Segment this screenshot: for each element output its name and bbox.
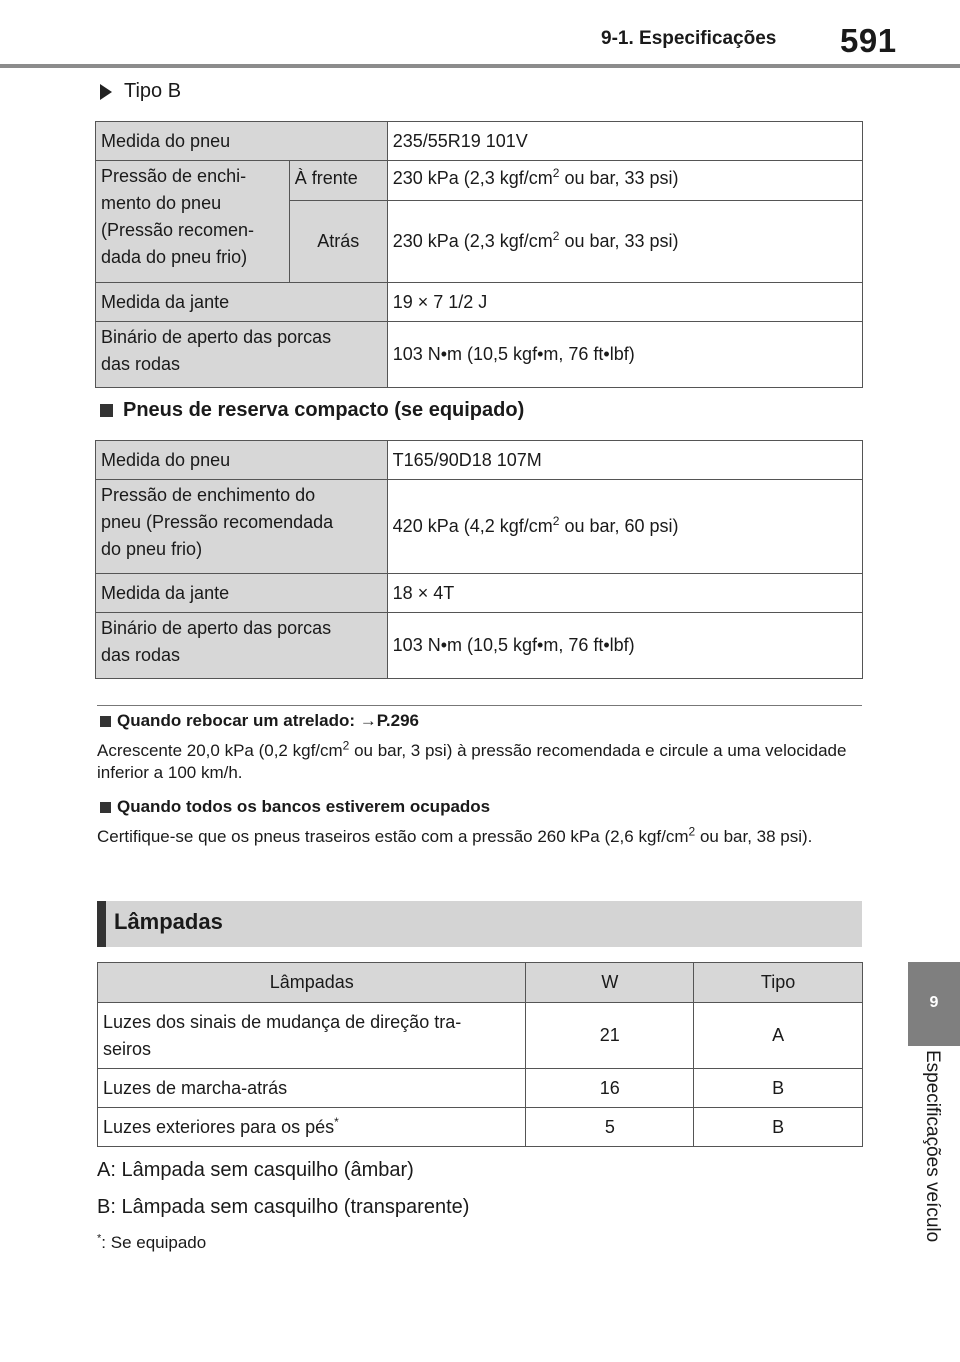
lamp-name (98, 1003, 526, 1069)
table-row (96, 441, 863, 480)
rim-value: 18 × 4T (387, 574, 862, 613)
torque-label (96, 613, 388, 679)
torque-value: 103 N•m (10,5 kgf•m, 76 ft•lbf) (387, 613, 862, 679)
compact-spare-heading-text: Pneus de reserva compacto (se equipado) (123, 399, 525, 421)
rear-value-tail: ou bar, 33 psi) (559, 231, 679, 251)
footnote (97, 1233, 206, 1253)
torque-label-line: Binário de aperto das porcas (101, 618, 332, 638)
table-row (96, 322, 863, 388)
torque-value: 103 N•m (10,5 kgf•m, 76 ft•lbf) (387, 322, 862, 388)
superscript: 2 (342, 738, 350, 753)
footnote-marker: * (334, 1114, 339, 1129)
page-number: 591 (840, 22, 897, 59)
table-row (96, 613, 863, 679)
column-header: Tipo (694, 963, 863, 1003)
note-heading-text: Quando todos os bancos estiverem ocupados (117, 797, 491, 816)
lamp-name-text: Luzes exteriores para os pés (103, 1116, 335, 1137)
lamp-type: B (694, 1069, 863, 1108)
note-heading (100, 711, 419, 731)
rim-value: 19 × 7 1/2 J (387, 283, 862, 322)
compact-spare-heading (100, 399, 524, 422)
tire-size-label: Medida do pneu (96, 441, 388, 480)
tipo-b-heading (100, 80, 181, 103)
pressure-label-line: (Pressão recomen- (101, 220, 255, 240)
lamp-name: Luzes de marcha-atrás (98, 1069, 526, 1108)
note-body (97, 826, 867, 848)
rim-label: Medida da jante (96, 574, 388, 613)
lamp-name-line: seiros (103, 1038, 152, 1059)
table-row (98, 1069, 863, 1108)
pressure-value-text: 420 kPa (4,2 kgf/cm (392, 516, 553, 536)
lamps-section-header (97, 901, 862, 947)
front-label: À frente (289, 161, 387, 201)
note-text-tail: ou bar, 3 psi) à pressão recomendada e circule a uma velocidade inferior a 100 km/h. (97, 741, 847, 782)
lamp-name (98, 1108, 526, 1147)
table-row (96, 122, 863, 161)
tire-size-label: Medida do pneu (96, 122, 388, 161)
superscript: 2 (552, 166, 560, 180)
pressure-label (96, 480, 388, 574)
note-heading (100, 797, 490, 817)
square-bullet-icon (100, 716, 111, 727)
section-accent (97, 901, 106, 947)
square-bullet-icon (100, 404, 113, 417)
torque-label (96, 322, 388, 388)
column-header: Lâmpadas (98, 963, 526, 1003)
rear-label: Atrás (289, 201, 387, 283)
table-row (96, 161, 863, 201)
superscript: 2 (552, 229, 560, 243)
lamp-watt: 5 (526, 1108, 694, 1147)
pressure-label-line: mento do pneu (101, 193, 222, 213)
chapter-number: 9 (929, 994, 939, 1011)
triangle-bullet-icon (100, 84, 112, 100)
front-value-tail: ou bar, 33 psi) (559, 168, 679, 188)
front-value-text: 230 kPa (2,3 kgf/cm (392, 168, 553, 188)
table-row (98, 1108, 863, 1147)
tire-size-value: T165/90D18 107M (387, 441, 862, 480)
pressure-label-line: Pressão de enchi- (101, 166, 247, 186)
table-row (96, 480, 863, 574)
footnote-text: : Se equipado (101, 1233, 207, 1252)
table-row (96, 574, 863, 613)
table-row (96, 283, 863, 322)
lamp-type: B (694, 1108, 863, 1147)
lamp-watt: 21 (526, 1003, 694, 1069)
column-header: W (526, 963, 694, 1003)
header-divider (0, 64, 960, 68)
tire-size-value: 235/55R19 101V (387, 122, 862, 161)
pressure-label-line: Pressão de enchimento do (101, 485, 316, 505)
pressure-label-line: dada do pneu frio) (101, 247, 248, 267)
section-title: 9-1. Especificações (601, 28, 777, 49)
table-header-row (98, 963, 863, 1003)
legend-line: B: Lâmpada sem casquilho (transparente) (97, 1196, 470, 1218)
rear-value (387, 201, 862, 283)
lamps-table (97, 962, 863, 1147)
note-text: Acrescente 20,0 kPa (0,2 kgf/cm (97, 741, 343, 760)
note-body (97, 740, 867, 784)
tipo-b-table (95, 121, 863, 388)
pressure-label-line: pneu (Pressão recomendada (101, 512, 334, 532)
table-row (98, 1003, 863, 1069)
note-text: Certifique-se que os pneus traseiros estão com a pressão 260 kPa (2,6 kgf/cm (97, 827, 689, 846)
front-value (387, 161, 862, 201)
note-heading-text: Quando rebocar um atrelado: →P.296 (117, 711, 419, 730)
superscript: 2 (688, 824, 696, 839)
note-text-tail: ou bar, 38 psi). (695, 827, 813, 846)
pressure-label (96, 161, 290, 283)
rear-value-text: 230 kPa (2,3 kgf/cm (392, 231, 553, 251)
footnote-marker: * (97, 1232, 102, 1245)
torque-label-line: das rodas (101, 645, 181, 665)
lamps-section-title: Lâmpadas (114, 909, 223, 934)
pressure-value (387, 480, 862, 574)
lamp-watt: 16 (526, 1069, 694, 1108)
lamp-name-line: Luzes dos sinais de mudança de direção tra- (103, 1011, 462, 1032)
compact-spare-table (95, 440, 863, 679)
legend-line: A: Lâmpada sem casquilho (âmbar) (97, 1159, 414, 1181)
torque-label-line: Binário de aperto das porcas (101, 327, 332, 347)
notes-divider (97, 705, 862, 706)
superscript: 2 (552, 514, 560, 528)
chapter-tab-label: Especificações veículo (922, 1050, 943, 1243)
pressure-value-tail: ou bar, 60 psi) (559, 516, 679, 536)
torque-label-line: das rodas (101, 354, 181, 374)
rim-label: Medida da jante (96, 283, 388, 322)
square-bullet-icon (100, 802, 111, 813)
pressure-label-line: do pneu frio) (101, 539, 203, 559)
tipo-b-heading-text: Tipo B (124, 80, 182, 102)
chapter-tab (908, 962, 960, 1046)
lamp-type: A (694, 1003, 863, 1069)
